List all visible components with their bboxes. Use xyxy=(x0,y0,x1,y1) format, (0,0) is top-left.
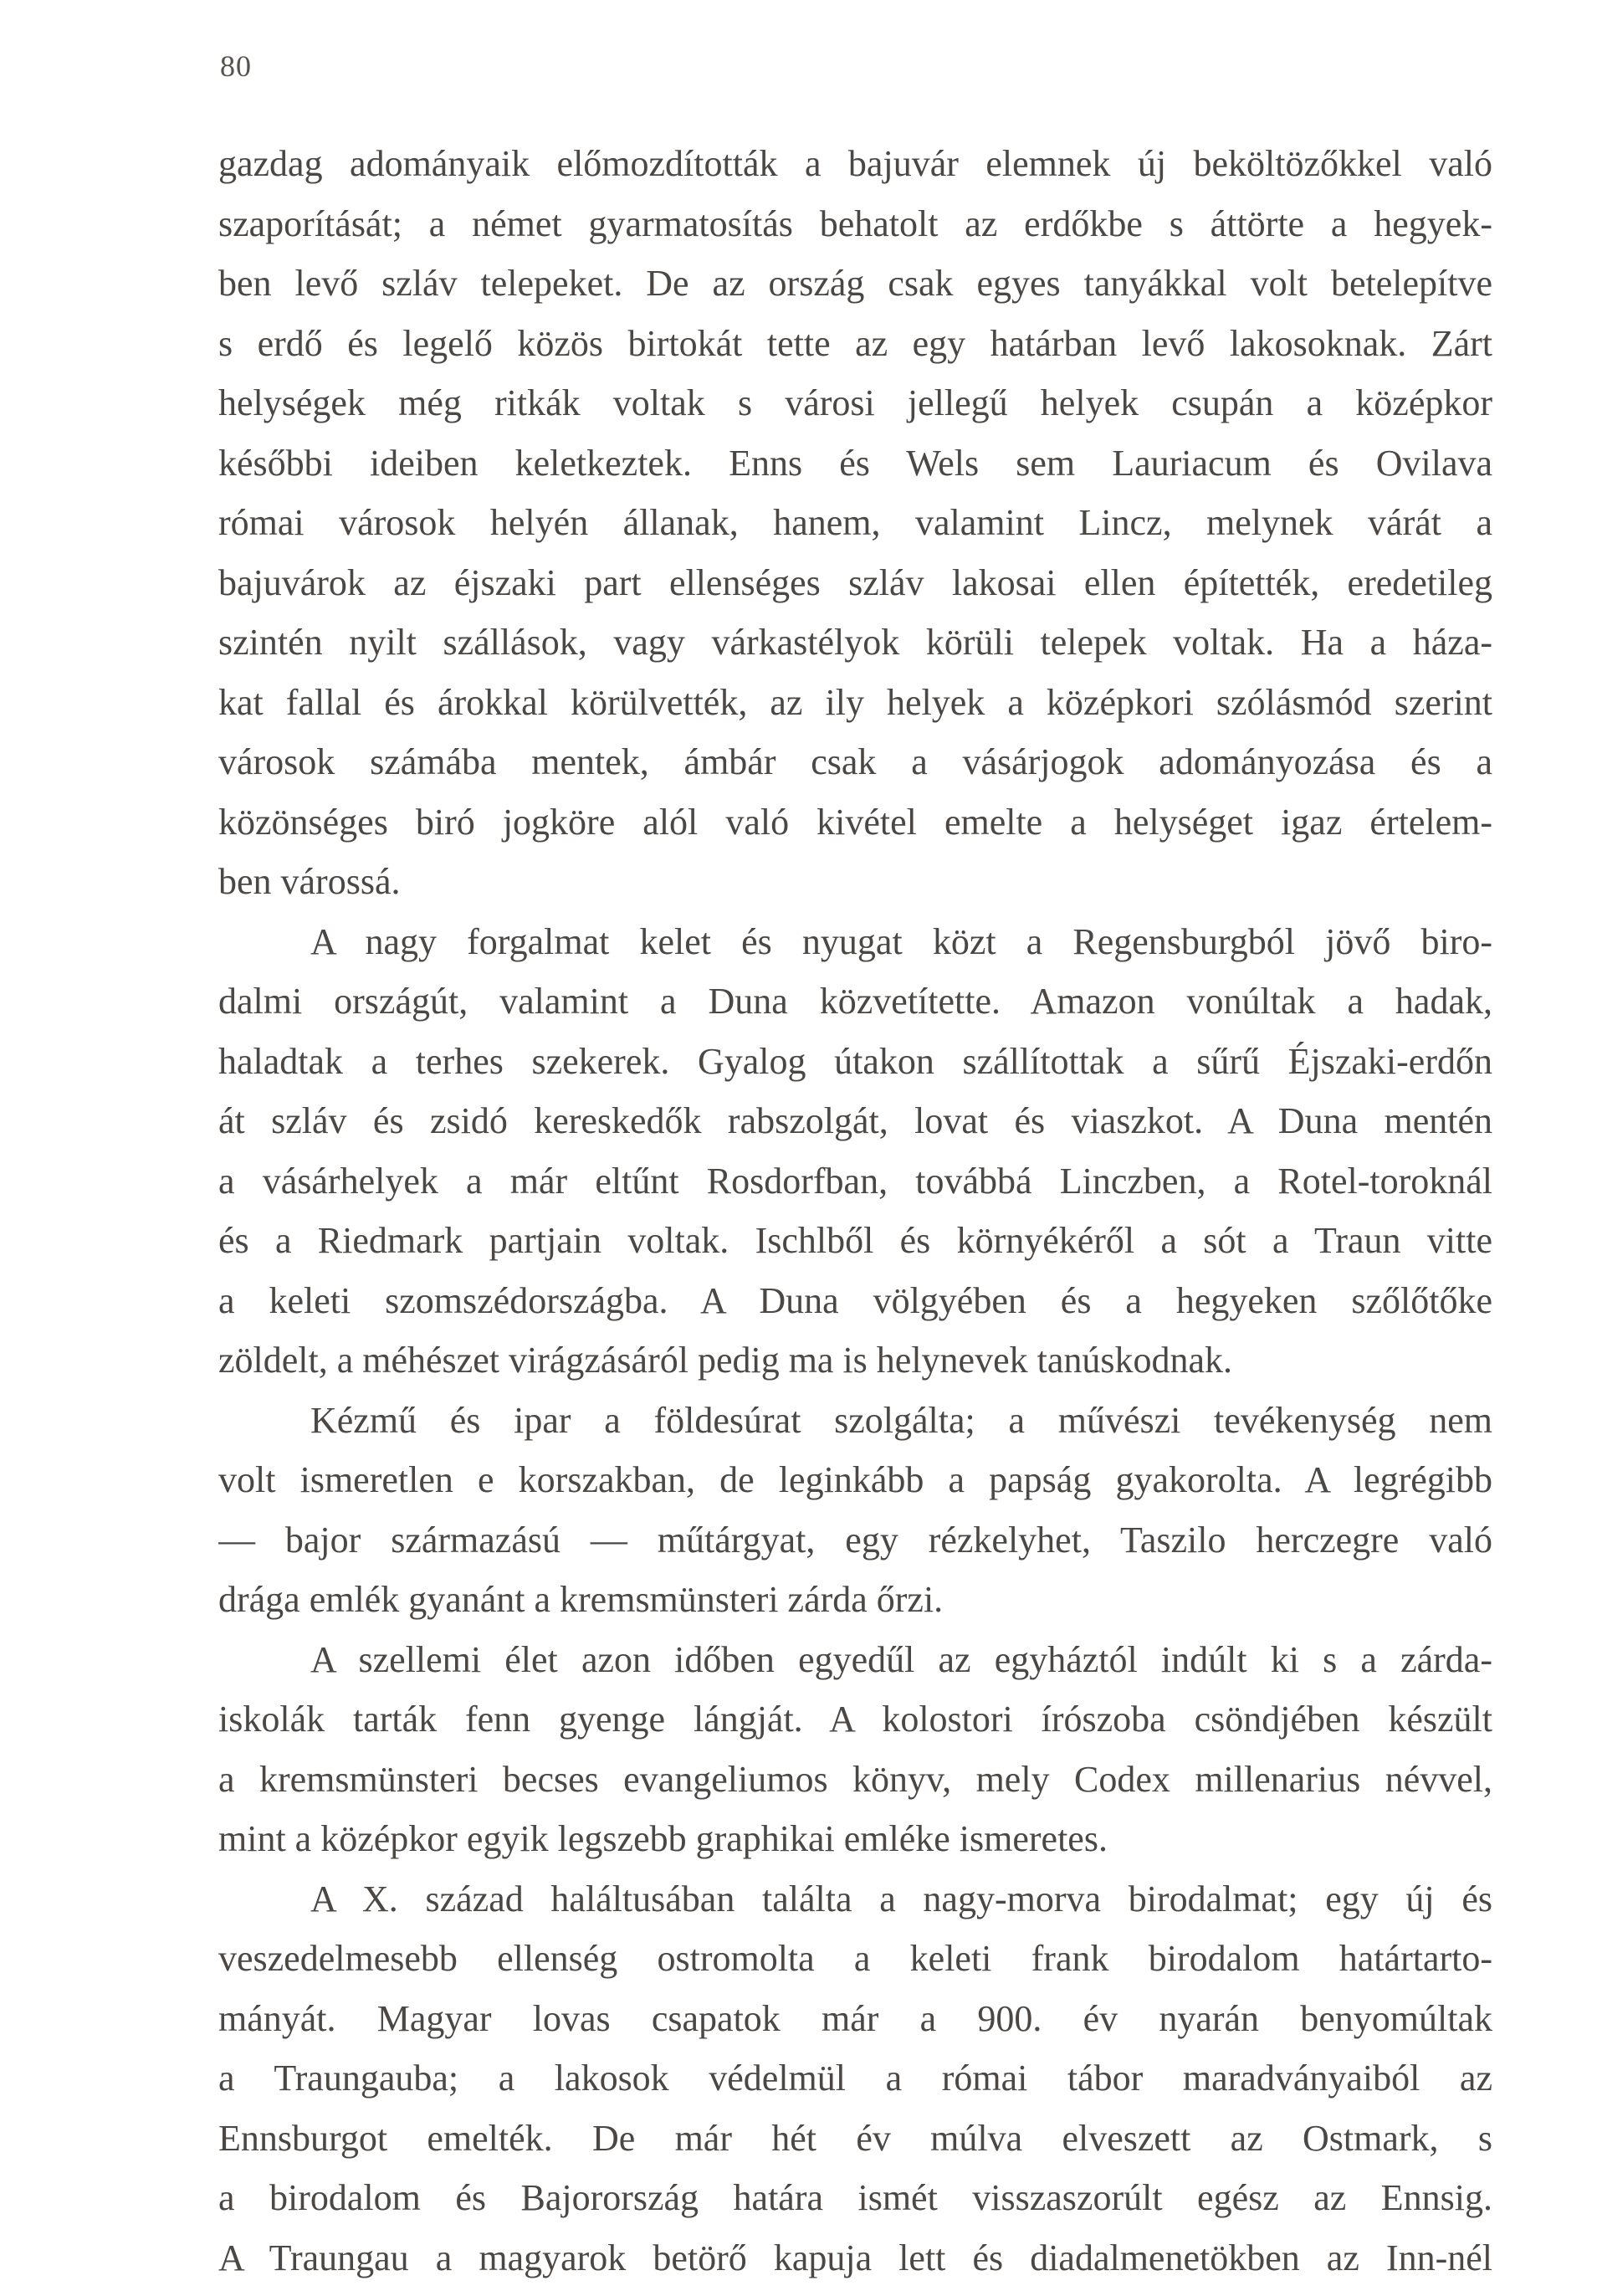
text-line: mányát. Magyar lovas csapatok már a 900. év nyarán benyomúltak xyxy=(218,1997,1492,2039)
text-line: a kremsmünsteri becses evangeliumos könyv, mely Codex millenarius névvel, xyxy=(218,1758,1492,1800)
page-number: 80 xyxy=(220,49,252,83)
text-line: zöldelt, a méhészet virágzásáról pedig ma is helynevek tanúskodnak. xyxy=(218,1340,1233,1381)
text-line: gazdag adományaik előmozdították a bajuvár elemnek új beköltözőkkel való xyxy=(218,143,1492,184)
text-line: át szláv és zsidó kereskedők rabszolgát, lovat és viaszkot. A Duna mentén xyxy=(218,1100,1492,1141)
text-line: veszedelmesebb ellenség ostromolta a keleti frank birodalom határtarto- xyxy=(218,1938,1492,1979)
text-line: haladtak a terhes szekerek. Gyalog útakon szállítottak a sűrű Éjszaki-erdőn xyxy=(218,1040,1492,1082)
text-line: a Traungauba; a lakosok védelmül a római tábor maradványaiból az xyxy=(218,2058,1492,2099)
text-line: városok számába mentek, ámbár csak a vásárjogok adományozása és a xyxy=(218,741,1492,782)
text-line: a birodalom és Bajorország határa ismét visszaszorúlt egész az Ennsig. xyxy=(218,2177,1492,2218)
text-line: mint a középkor egyik legszebb graphikai emléke ismeretes. xyxy=(218,1818,1108,1859)
text-line: A nagy forgalmat kelet és nyugat közt a Regensburgból jövő biro- xyxy=(310,920,1492,962)
text-line: volt ismeretlen e korszakban, de leginkább a papság gyakorolta. A legrégibb xyxy=(218,1459,1492,1500)
text-line: a keleti szomszédországba. A Duna völgyében és a hegyeken szőlőtőke xyxy=(218,1279,1492,1321)
text-line: Kézmű és ipar a földesúrat szolgálta; a művészi tevékenység nem xyxy=(310,1399,1492,1441)
text-line: helységek még ritkák voltak s városi jellegű helyek csupán a középkor xyxy=(218,382,1492,423)
text-line: a vásárhelyek a már eltűnt Rosdorfban, továbbá Linczben, a Rotel-toroknál xyxy=(218,1160,1492,1202)
text-line: és a Riedmark partjain voltak. Ischlből és környékéről a sót a Traun vitte xyxy=(218,1220,1492,1261)
text-line: kat fallal és árokkal körülvették, az ily helyek a középkori szólásmód szerint xyxy=(218,681,1492,723)
text-line: A szellemi élet azon időben egyedűl az egyháztól indúlt ki s a zárda- xyxy=(310,1638,1492,1680)
text-line: szintén nyilt szállások, vagy várkastélyok körüli telepek voltak. Ha a háza- xyxy=(218,622,1492,663)
text-line: római városok helyén állanak, hanem, valamint Lincz, melynek várát a xyxy=(218,502,1492,543)
text-line: ben levő szláv telepeket. De az ország csak egyes tanyákkal volt betelepítve xyxy=(218,263,1492,304)
text-line: iskolák tarták fenn gyenge lángját. A kolostori írószoba csöndjében készült xyxy=(218,1699,1492,1740)
text-line: Ennsburgot emelték. De már hét év múlva elveszett az Ostmark, s xyxy=(218,2117,1492,2159)
text-line: drága emlék gyanánt a kremsmünsteri zárda őrzi. xyxy=(218,1579,944,1620)
text-line: bajuvárok az éjszaki part ellenséges szláv lakosai ellen építették, eredetileg xyxy=(218,561,1492,603)
text-line: ben várossá. xyxy=(218,861,401,902)
body-text xyxy=(218,134,1492,2288)
text-line: A X. század haláltusában találta a nagy-morva birodalmat; egy új és xyxy=(310,1878,1492,1919)
text-line: későbbi ideiben keletkeztek. Enns és Wels sem Lauriacum és Ovilava xyxy=(218,442,1492,484)
text-line: A Traungau a magyarok betörő kapuja lett és diadalmenetökben az Inn-nél xyxy=(218,2237,1492,2278)
text-line: s erdő és legelő közös birtokát tette az egy határban levő lakosoknak. Zárt xyxy=(218,322,1492,364)
text-line: dalmi országút, valamint a Duna közvetítette. Amazon vonúltak a hadak, xyxy=(218,981,1492,1022)
text-line: — bajor származású — műtárgyat, egy rézkelyhet, Taszilo herczegre való xyxy=(218,1519,1492,1561)
text-line: közönséges biró jogköre alól való kivétel emelte a helységet igaz értelem- xyxy=(218,801,1492,843)
text-line: szaporítását; a német gyarmatosítás behatolt az erdőkbe s áttörte a hegyek- xyxy=(218,202,1492,244)
